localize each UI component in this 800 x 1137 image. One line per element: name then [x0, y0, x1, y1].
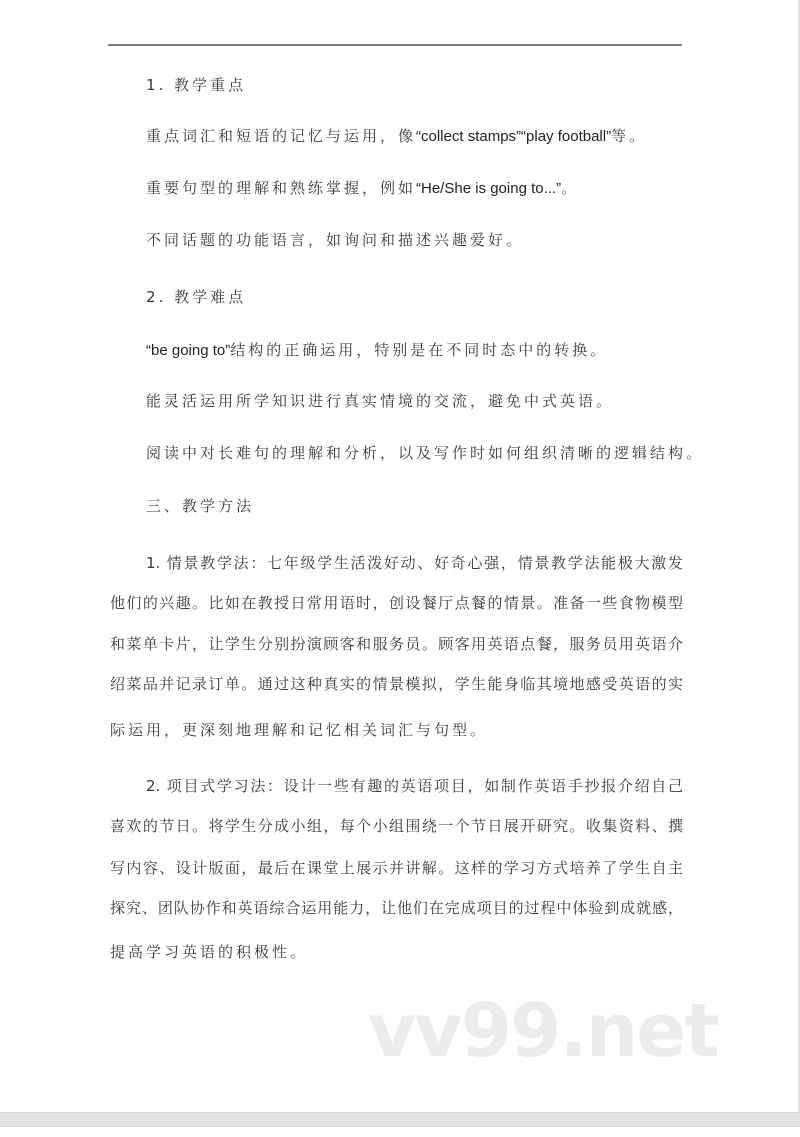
- method-2-line: 提高学习英语的积极性。: [110, 943, 309, 961]
- method-1-line: 和菜单卡片，让学生分别扮演顾客和服务员。顾客用英语点餐，服务员用英语介: [110, 635, 683, 653]
- key-point-2: 重要句型的理解和熟练掌握，例如“He/She is going to...”。: [146, 179, 580, 197]
- difficulty-3: 阅读中对长难句的理解和分析，以及写作时如何组织清晰的逻辑结构。: [146, 444, 705, 462]
- heading-difficulties: 2. 教学难点: [146, 288, 247, 306]
- method-1-line: 1. 情景教学法：七年级学生活泼好动、好奇心强，情景教学法能极大激发: [146, 554, 683, 572]
- method-1-line: 际运用，更深刻地理解和记忆相关词汇与句型。: [110, 721, 489, 739]
- method-2-line: 写内容、设计版面，最后在课堂上展示并讲解。这样的学习方式培养了学生自主: [110, 859, 683, 877]
- method-2-line: 喜欢的节日。将学生分成小组，每个小组围绕一个节日展开研究。收集资料、撰: [110, 817, 683, 835]
- method-1-line: 绍菜品并记录订单。通过这种真实的情景模拟，学生能身临其境地感受英语的实: [110, 675, 683, 693]
- header-rule: [108, 44, 682, 46]
- key-point-3: 不同话题的功能语言，如询问和描述兴趣爱好。: [146, 231, 525, 249]
- method-2-line: 2. 项目式学习法：设计一些有趣的英语项目，如制作英语手抄报介绍自己: [146, 777, 683, 795]
- watermark: vv99.net: [368, 988, 718, 1074]
- heading-key-points: 1. 教学重点: [146, 76, 247, 94]
- method-1-line: 他们的兴趣。比如在教授日常用语时，创设餐厅点餐的情景。准备一些食物模型: [110, 594, 683, 612]
- difficulty-1: “be going to”结构的正确运用，特别是在不同时态中的转换。: [146, 341, 609, 359]
- difficulty-2: 能灵活运用所学知识进行真实情境的交流，避免中式英语。: [146, 392, 615, 410]
- page-separator: [0, 1112, 800, 1127]
- section-title-methods: 三、教学方法: [146, 497, 255, 515]
- key-point-1: 重点词汇和短语的记忆与运用，像“collect stamps”“play football”等。: [146, 127, 648, 145]
- method-2-line: 探究、团队协作和英语综合运用能力，让他们在完成项目的过程中体验到成就感，: [110, 899, 683, 917]
